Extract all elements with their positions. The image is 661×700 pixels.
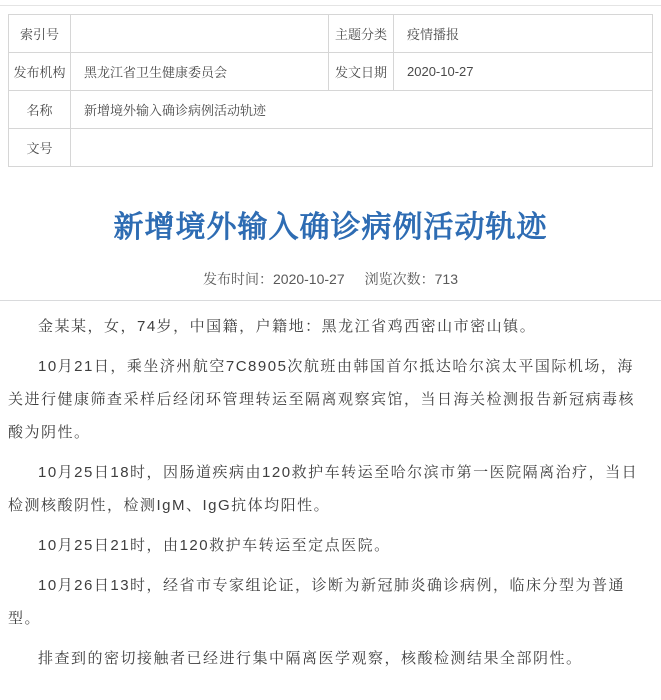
article-body: [8, 310, 640, 682]
article-paragraph: 10月26日13时，经省市专家组论证，诊断为新冠肺炎确诊病例，临床分型为普通型。: [8, 577, 626, 627]
document-name-value: 新增境外输入确诊病例活动轨迹: [71, 91, 653, 129]
publish-time-label: 发布时间：: [203, 271, 273, 287]
article-paragraph: 排查到的密切接触者已经进行集中隔离医学观察，核酸检测结果全部阴性。: [38, 650, 583, 667]
index-number-label: 索引号: [9, 15, 71, 53]
table-row: [9, 129, 653, 167]
publish-meta: [0, 268, 661, 290]
index-number-value: [71, 15, 329, 53]
document-name-label: 名称: [9, 91, 71, 129]
document-meta-table: [8, 14, 653, 167]
topic-category-label: 主题分类: [329, 15, 394, 53]
content-divider: [0, 300, 661, 301]
issuing-agency-label: 发布机构: [9, 53, 71, 91]
issue-date-value: 2020-10-27: [394, 53, 653, 91]
article-paragraph: 10月25日18时，因肠道疾病由120救护车转运至哈尔滨市第一医院隔离治疗，当日检测核酸阴性，检测IgM、IgG抗体均阳性。: [8, 464, 639, 514]
article-paragraph: 10月25日21时，由120救护车转运至定点医院。: [38, 537, 391, 554]
table-row: [9, 53, 653, 91]
document-number-value: [71, 129, 653, 167]
views-value: 713: [434, 271, 458, 287]
table-row: [9, 91, 653, 129]
views-label: 浏览次数：: [364, 271, 435, 287]
document-number-label: 文号: [9, 129, 71, 167]
page-title: 新增境外输入确诊病例活动轨迹: [113, 211, 548, 244]
issuing-agency-value: 黑龙江省卫生健康委员会: [71, 53, 329, 91]
top-divider: [0, 5, 661, 6]
article-paragraph: 10月21日，乘坐济州航空7C8905次航班由韩国首尔抵达哈尔滨太平国际机场，海关进行健康筛查采样后经闭环管理转运至隔离观察宾馆，当日海关检测报告新冠病毒核酸为阴性。: [8, 358, 636, 441]
topic-category-value: 疫情播报: [394, 15, 653, 53]
table-row: [9, 15, 653, 53]
article-paragraph: 金某某，女，74岁，中国籍，户籍地：黑龙江省鸡西密山市密山镇。: [38, 318, 537, 335]
issue-date-label: 发文日期: [329, 53, 394, 91]
publish-time-value: 2020-10-27: [273, 271, 345, 287]
